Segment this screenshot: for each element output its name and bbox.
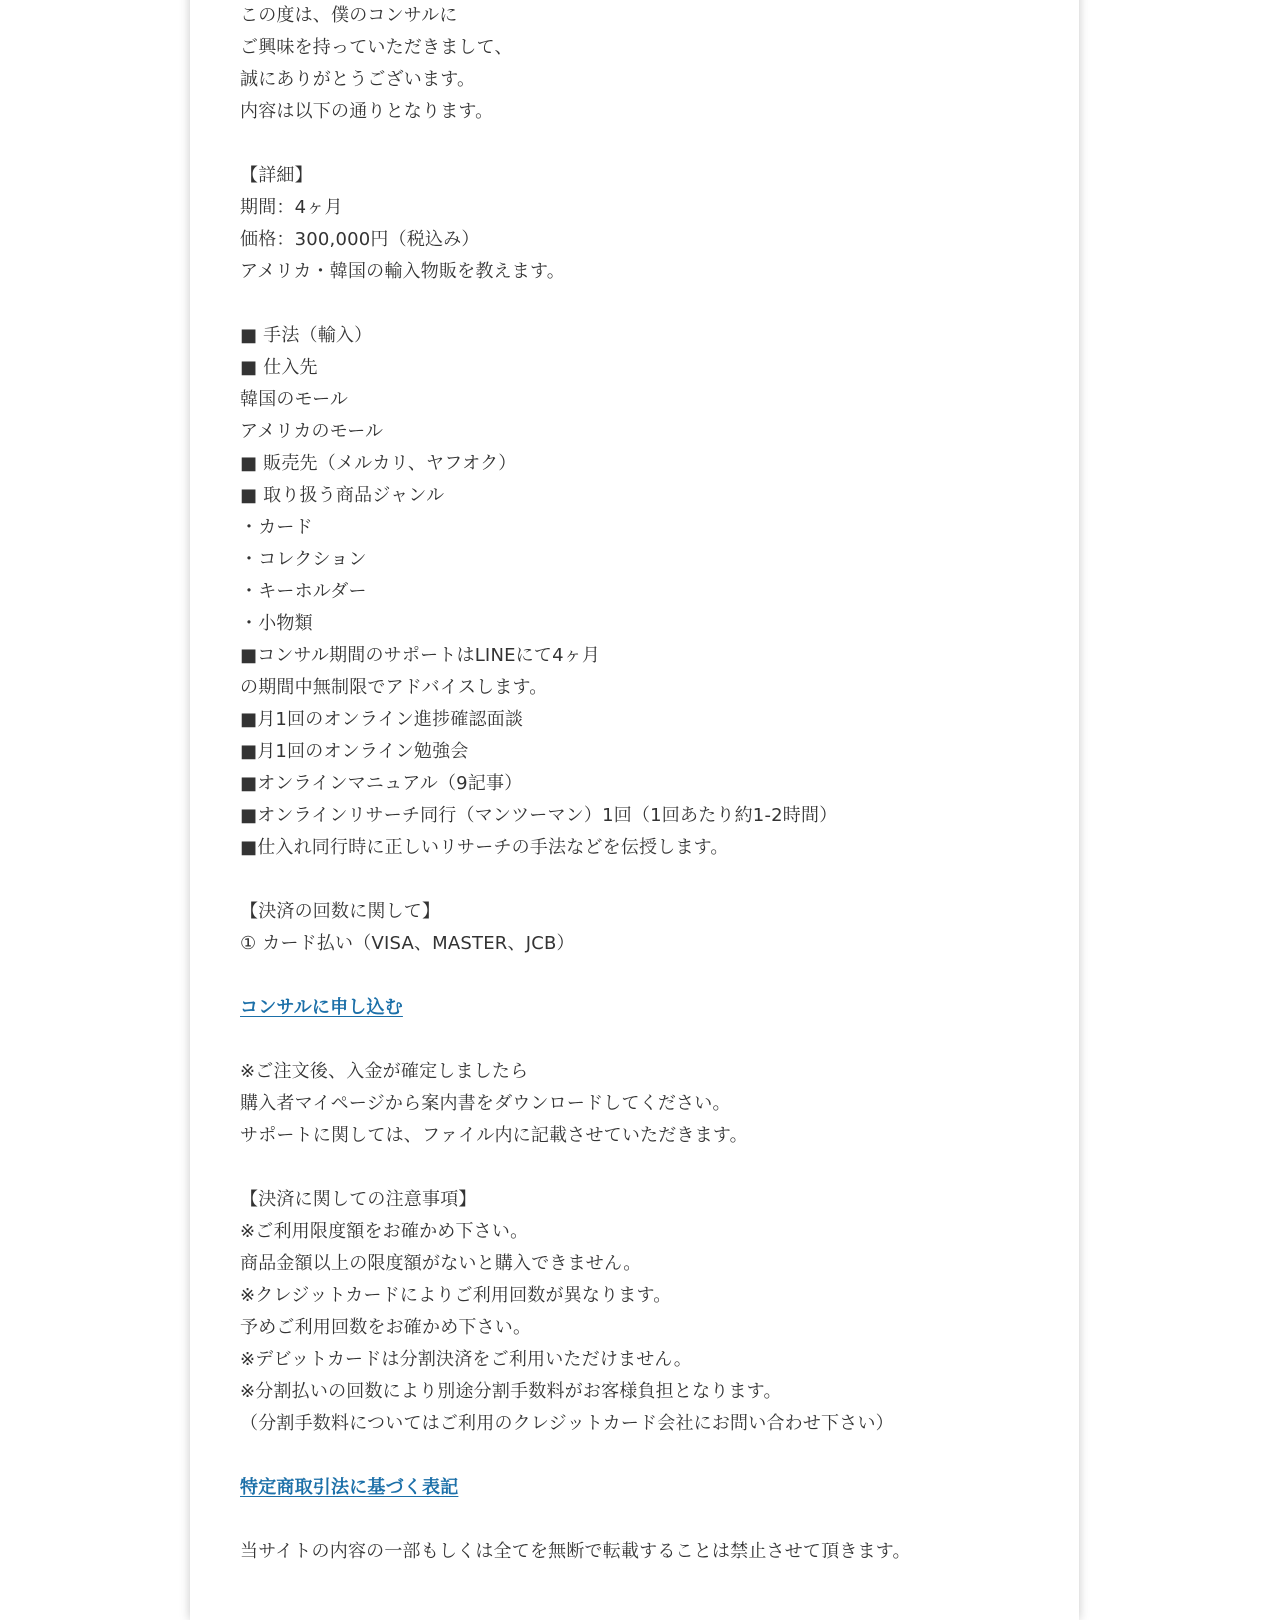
article-body — [240, 0, 1040, 1568]
details-description: アメリカ・韓国の輸入物販を教えます。 — [240, 261, 565, 282]
payment-note-line: ※分割払いの回数により別途分割手数料がお客様負担となります。 — [240, 1381, 782, 1402]
feature-line: ・キーホルダー — [240, 581, 367, 602]
feature-line: ・カード — [240, 517, 313, 538]
feature-line: ■ 取り扱う商品ジャンル — [240, 485, 445, 506]
feature-line: ・コレクション — [240, 549, 367, 570]
feature-line: ■オンラインマニュアル（9記事） — [240, 773, 523, 794]
payment-heading: 【決済の回数に関して】 — [240, 901, 441, 922]
legal-notice-link[interactable]: 特定商取引法に基づく表記 — [240, 1477, 459, 1498]
feature-line: 韓国のモール — [240, 389, 349, 410]
features-section — [240, 320, 1040, 864]
spacer — [240, 1024, 1040, 1056]
payment-notes-heading: 【決済に関しての注意事項】 — [240, 1189, 477, 1210]
payment-note-line: 商品金額以上の限度額がないと購入できません。 — [240, 1253, 642, 1274]
intro-line: 誠にありがとうございます。 — [240, 69, 476, 90]
payment-note-line: 予めご利用回数をお確かめ下さい。 — [240, 1317, 532, 1338]
payment-note-line: ※ご利用限度額をお確かめ下さい。 — [240, 1221, 529, 1242]
after-order-section — [240, 1056, 1040, 1152]
legal-link-row — [240, 1472, 1040, 1504]
feature-line: ■ 仕入先 — [240, 357, 318, 378]
apply-link-row — [240, 992, 1040, 1024]
spacer — [240, 288, 1040, 320]
intro-line: 内容は以下の通りとなります。 — [240, 101, 494, 122]
after-order-line: ※ご注文後、入金が確定しましたら — [240, 1061, 529, 1082]
feature-line: ■コンサル期間のサポートはLINEにて4ヶ月 — [240, 645, 601, 666]
after-order-line: 購入者マイページから案内書をダウンロードしてください。 — [240, 1093, 731, 1114]
payment-note-line: ※クレジットカードによりご利用回数が異なります。 — [240, 1285, 672, 1306]
apply-consulting-link[interactable]: コンサルに申し込む — [240, 997, 403, 1018]
spacer — [240, 1152, 1040, 1184]
after-order-line: サポートに関しては、ファイル内に記載させていただきます。 — [240, 1125, 748, 1146]
feature-line: ■ 販売先（メルカリ、ヤフオク） — [240, 453, 517, 474]
payment-section — [240, 896, 1040, 960]
spacer — [240, 1504, 1040, 1536]
details-period: 期間：4ヶ月 — [240, 197, 343, 218]
feature-line: ■オンラインリサーチ同行（マンツーマン）1回（1回あたり約1-2時間） — [240, 805, 838, 826]
details-price: 価格：300,000円（税込み） — [240, 229, 480, 250]
spacer — [240, 128, 1040, 160]
spacer — [240, 1440, 1040, 1472]
payment-note-line: （分割手数料についてはご利用のクレジットカード会社にお問い合わせ下さい） — [240, 1413, 894, 1434]
details-section — [240, 160, 1040, 288]
payment-note-line: ※デビットカードは分割決済をご利用いただけません。 — [240, 1349, 692, 1370]
feature-line: ■仕入れ同行時に正しいリサーチの手法などを伝授します。 — [240, 837, 729, 858]
details-heading: 【詳細】 — [240, 165, 313, 186]
spacer — [240, 960, 1040, 992]
payment-notes-section — [240, 1184, 1040, 1440]
feature-line: アメリカのモール — [240, 421, 384, 442]
feature-line: ■月1回のオンライン進捗確認面談 — [240, 709, 524, 730]
feature-line: ・小物類 — [240, 613, 313, 634]
payment-method: ① カード払い（VISA、MASTER、JCB） — [240, 933, 575, 954]
content-card — [190, 0, 1079, 1620]
intro-section — [240, 0, 1040, 128]
spacer — [240, 864, 1040, 896]
feature-line: の期間中無制限でアドバイスします。 — [240, 677, 548, 698]
intro-line: この度は、僕のコンサルに — [240, 5, 458, 26]
intro-line: ご興味を持っていただきまして、 — [240, 37, 513, 58]
feature-line: ■月1回のオンライン勉強会 — [240, 741, 469, 762]
feature-line: ■ 手法（輸入） — [240, 325, 373, 346]
copyright-note: 当サイトの内容の一部もしくは全てを無断で転載することは禁止させて頂きます。 — [240, 1541, 911, 1562]
